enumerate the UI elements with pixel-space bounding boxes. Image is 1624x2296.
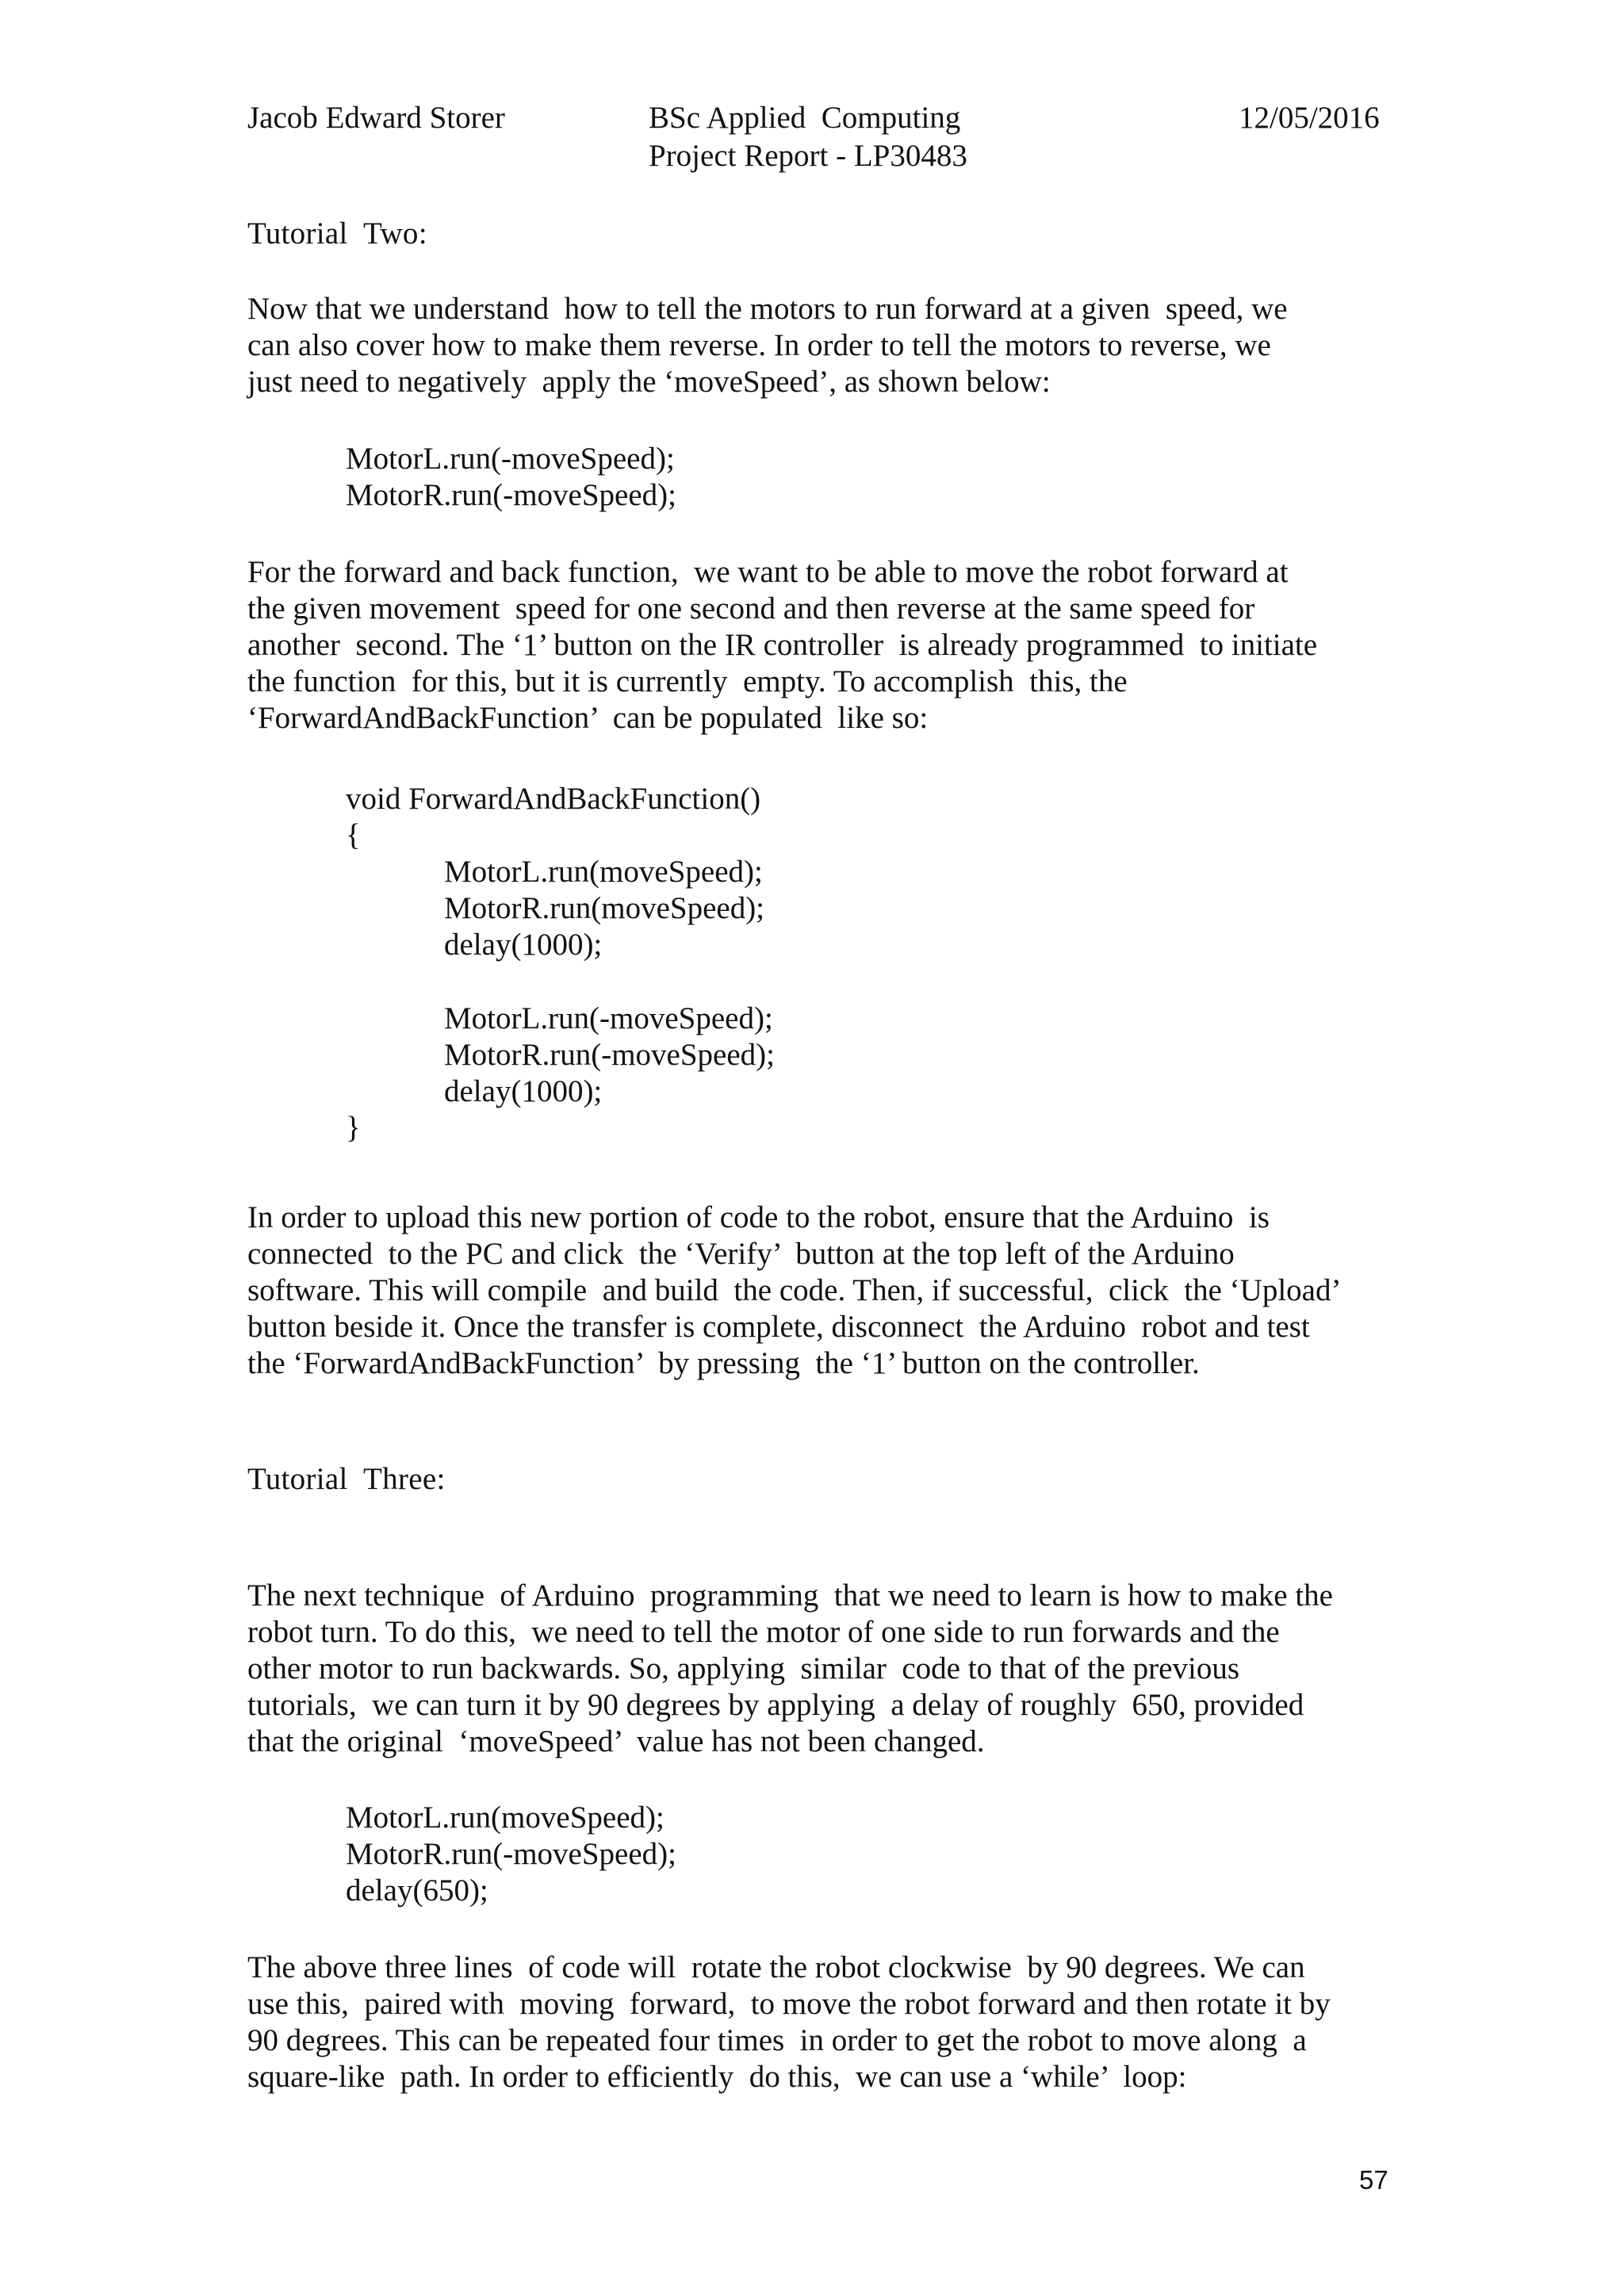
header-course: BSc Applied Computing bbox=[649, 101, 961, 135]
code-close-brace: } bbox=[346, 1111, 361, 1145]
tutorial-two-heading: Tutorial Two: bbox=[247, 216, 427, 251]
code-line: delay(1000); bbox=[444, 928, 603, 962]
code-line: delay(650); bbox=[346, 1873, 488, 1908]
paragraph-line: just need to negatively apply the ‘moveSpeed’, as shown below: bbox=[247, 365, 1051, 399]
paragraph-line: that the original ‘moveSpeed’ value has not been changed. bbox=[247, 1724, 985, 1758]
paragraph-line: ‘ForwardAndBackFunction’ can be populated like so: bbox=[247, 701, 929, 735]
header-project: Project Report - LP30483 bbox=[649, 139, 967, 173]
paragraph-line: software. This will compile and build the code. Then, if successful, click the ‘Upload’ bbox=[247, 1273, 1342, 1307]
code-line: MotorL.run(moveSpeed); bbox=[444, 855, 763, 889]
code-line: MotorR.run(-moveSpeed); bbox=[346, 1837, 677, 1871]
paragraph-line: use this, paired with moving forward, to move the robot forward and then rotate it by bbox=[247, 1987, 1331, 2021]
paragraph-line: Now that we understand how to tell the motors to run forward at a given speed, we bbox=[247, 292, 1288, 326]
paragraph-line: the given movement speed for one second and then reverse at the same speed for bbox=[247, 591, 1255, 626]
header-author: Jacob Edward Storer bbox=[247, 101, 505, 135]
code-line: MotorR.run(-moveSpeed); bbox=[444, 1038, 776, 1072]
code-line: delay(1000); bbox=[444, 1074, 603, 1108]
code-open-brace: { bbox=[346, 818, 361, 852]
paragraph-line: 90 degrees. This can be repeated four times in order to get the robot to move along a bbox=[247, 2023, 1307, 2057]
paragraph-line: connected to the PC and click the ‘Verify’ button at the top left of the Arduino bbox=[247, 1237, 1235, 1271]
paragraph-line: The next technique of Arduino programming that we need to learn is how to make the bbox=[247, 1578, 1333, 1613]
code-line: MotorR.run(-moveSpeed); bbox=[346, 478, 677, 512]
code-function-signature: void ForwardAndBackFunction() bbox=[346, 782, 761, 816]
tutorial-three-heading: Tutorial Three: bbox=[247, 1462, 446, 1496]
paragraph-line: robot turn. To do this, we need to tell the motor of one side to run forwards and the bbox=[247, 1615, 1280, 1649]
paragraph-line: In order to upload this new portion of code to the robot, ensure that the Arduino is bbox=[247, 1200, 1270, 1234]
paragraph-line: tutorials, we can turn it by 90 degrees by applying a delay of roughly 650, provided bbox=[247, 1688, 1304, 1722]
code-line: MotorL.run(moveSpeed); bbox=[346, 1800, 665, 1835]
paragraph-line: other motor to run backwards. So, applying similar code to that of the previous bbox=[247, 1651, 1239, 1686]
paragraph-line: For the forward and back function, we want to be able to move the robot forward at bbox=[247, 555, 1289, 589]
paragraph-line: the function for this, but it is currently empty. To accomplish this, the bbox=[247, 664, 1128, 698]
paragraph-line: can also cover how to make them reverse. In order to tell the motors to reverse, we bbox=[247, 328, 1271, 362]
code-line: MotorL.run(-moveSpeed); bbox=[444, 1001, 773, 1035]
paragraph-line: square-like path. In order to efficiently do this, we can use a ‘while’ loop: bbox=[247, 2060, 1187, 2094]
paragraph-line: button beside it. Once the transfer is complete, disconnect the Arduino robot and test bbox=[247, 1310, 1310, 1344]
paragraph-line: The above three lines of code will rotate the robot clockwise by 90 degrees. We can bbox=[247, 1950, 1305, 1984]
header-date: 12/05/2016 bbox=[1239, 101, 1380, 135]
paragraph-line: the ‘ForwardAndBackFunction’ by pressing the ‘1’ button on the controller. bbox=[247, 1346, 1200, 1380]
code-line: MotorR.run(moveSpeed); bbox=[444, 891, 765, 925]
code-line: MotorL.run(-moveSpeed); bbox=[346, 442, 675, 476]
paragraph-line: another second. The ‘1’ button on the IR controller is already programmed to initiate bbox=[247, 628, 1318, 662]
page-number: 57 bbox=[1359, 2165, 1388, 2195]
